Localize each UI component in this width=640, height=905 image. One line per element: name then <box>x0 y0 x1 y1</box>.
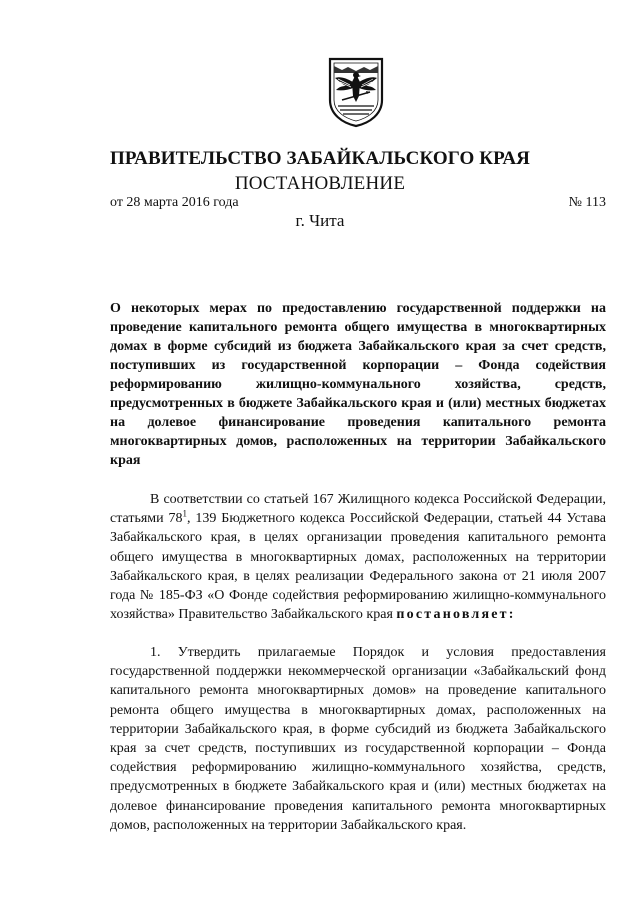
preamble-text-start: В соответствии со статьей 167 Жилищного кодекса Российской Федерации, статьями 78 <box>110 492 606 527</box>
government-title: ПРАВИТЕЛЬСТВО ЗАБАЙКАЛЬСКОГО КРАЯ <box>109 148 530 169</box>
preamble-paragraph <box>110 490 606 624</box>
decree-word: постановляет: <box>396 607 516 623</box>
document-subject: О некоторых мерах по предоставлению государственной поддержки на проведение капитального ремонта общего имущества в многоквартирных домах в форме субсидий из бюджета Забайкальского края за счет средств, поступивших из государственной корпорации – Фонда содействия реформированию жилищно-коммунального хозяйства, средств, предусмотренных в бюджете Забайкальского края и (или) местных бюджетах на долевое финансирование проведения капитального ремонта многоквартирных домов, расположенных на территории Забайкальского края <box>110 301 606 468</box>
article-superscript: 1 <box>182 508 188 519</box>
coat-of-arms-icon <box>326 56 386 128</box>
document-date: от 28 марта 2016 года <box>110 195 239 210</box>
preamble-text-end: , 139 Бюджетного кодекса Российской Федерации, статьей 44 Устава Забайкальского края, в целях организации проведения капитального ремонта общего имущества в многоквартирных домах, расположенных на территории Забайкальского края, в целях реализации Федерального закона от 21 июля 2007 года № 185-ФЗ «О Фонде содействия реформированию жилищно-коммунального хозяйства» Правительство Забайкальского края <box>110 511 606 623</box>
document-city: г. Чита <box>295 211 345 230</box>
document-number: № 113 <box>568 195 606 210</box>
document-type: ПОСТАНОВЛЕНИЕ <box>234 173 406 194</box>
clause-1-paragraph: 1. Утвердить прилагаемые Порядок и условия предоставления государственной поддержки некоммерческой организации «Забайкальский фонд капитального ремонта многоквартирных домов» на проведение капитального ремонта общего имущества в многоквартирных домах, расположенных на территории Забайкальского края, в форме субсидий из бюджета Забайкальского края за счет средств, поступивших из государственной корпорации – Фонда содействия реформированию жилищно-коммунального хозяйства, средств, предусмотренных в бюджете Забайкальского края и (или) местных бюджетах на долевое финансирование проведения капитального ремонта многоквартирных домов, расположенных на территории Забайкальского края. <box>110 645 606 833</box>
